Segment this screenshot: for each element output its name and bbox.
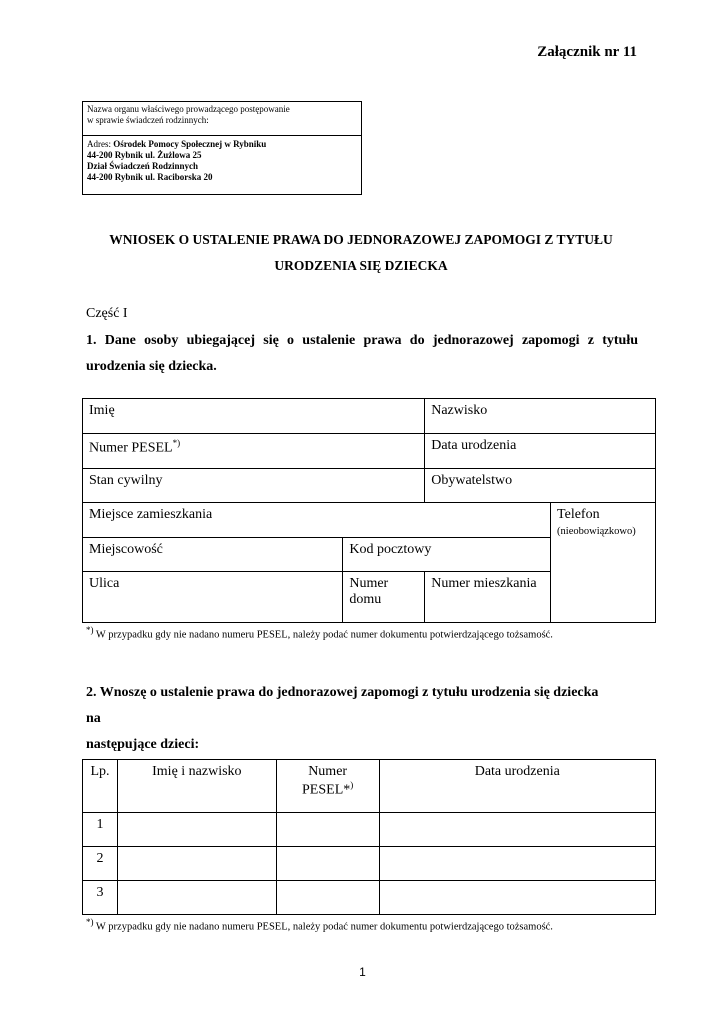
child-birth-date-cell[interactable] xyxy=(379,813,655,847)
address-line3: Dział Świadczeń Rodzinnych xyxy=(87,161,199,171)
section2-heading-line2: na xyxy=(86,711,101,726)
child-birth-date-cell[interactable] xyxy=(379,847,655,881)
phone-label: Telefon xyxy=(557,507,600,522)
birth-date-label: Data urodzenia xyxy=(431,438,517,453)
phone-optional-note: (nieobowiązkowo) xyxy=(557,526,636,537)
street-field[interactable] xyxy=(83,572,343,623)
citizenship-label: Obywatelstwo xyxy=(431,473,513,488)
flat-number-label: Numer mieszkania xyxy=(431,576,537,591)
col-lp-header xyxy=(83,760,118,813)
footnote-1-mark: *) xyxy=(86,625,94,635)
col-pesel-header xyxy=(276,760,379,813)
authority-box xyxy=(82,101,362,195)
first-name-field[interactable] xyxy=(83,399,425,434)
col-name-header xyxy=(117,760,276,813)
house-number-label-1: Numer xyxy=(349,576,389,591)
birth-date-field[interactable] xyxy=(425,434,656,469)
footnote-2-text: W przypadku gdy nie nadano numeru PESEL, należy podać numer dokumentu potwierdzającego tożsamość. xyxy=(93,921,553,933)
row-number: 2 xyxy=(83,847,118,881)
footnote-2-mark: *) xyxy=(86,917,94,927)
phone-field[interactable] xyxy=(551,503,656,623)
col-pesel-mark: ) xyxy=(350,780,354,790)
authority-label-line2: w sprawie świadczeń rodzinnych: xyxy=(87,115,209,125)
address-name: Ośrodek Pomocy Społecznej w Rybniku xyxy=(113,139,267,149)
child-pesel-cell[interactable] xyxy=(276,847,379,881)
surname-label: Nazwisko xyxy=(431,403,488,418)
form-title-line1: WNIOSEK O USTALENIE PRAWA DO JEDNORAZOWEJ ZAPOMOGI Z TYTUŁU xyxy=(109,232,613,247)
col-date-label: Data urodzenia xyxy=(474,764,560,779)
section2-heading-line3: następujące dzieci: xyxy=(86,737,200,752)
flat-number-field[interactable] xyxy=(425,572,551,623)
child-name-cell[interactable] xyxy=(117,813,276,847)
row-number: 1 xyxy=(83,813,118,847)
marital-status-field[interactable] xyxy=(83,469,425,503)
page-number: 1 xyxy=(359,965,366,979)
child-pesel-cell[interactable] xyxy=(276,881,379,915)
address-line2: 44-200 Rybnik ul. Żużlowa 25 xyxy=(87,150,202,160)
authority-address xyxy=(83,136,361,186)
citizenship-field[interactable] xyxy=(425,469,656,503)
col-lp-label: Lp. xyxy=(90,764,110,779)
authority-label xyxy=(83,102,361,136)
row-number: 3 xyxy=(83,881,118,915)
postal-code-field[interactable] xyxy=(343,538,551,572)
postal-code-label: Kod pocztowy xyxy=(349,542,432,557)
residence-header xyxy=(83,503,551,538)
annex-number: Załącznik nr 11 xyxy=(537,44,637,60)
locality-field[interactable] xyxy=(83,538,343,572)
street-label: Ulica xyxy=(89,576,120,591)
col-pesel-label-1: Numer xyxy=(308,764,348,779)
surname-field[interactable] xyxy=(425,399,656,434)
footnote-2 xyxy=(86,916,646,934)
child-name-cell[interactable] xyxy=(117,847,276,881)
address-line4: 44-200 Rybnik ul. Raciborska 20 xyxy=(87,172,213,182)
children-table xyxy=(82,759,656,915)
col-name-label: Imię i nazwisko xyxy=(152,764,242,779)
pesel-footnote-mark: *) xyxy=(172,438,181,448)
authority-label-line1: Nazwa organu właściwego prowadzącego postępowanie xyxy=(87,104,290,114)
locality-label: Miejscowość xyxy=(89,542,163,557)
child-name-cell[interactable] xyxy=(117,881,276,915)
footnote-1 xyxy=(86,624,646,642)
residence-label: Miejsce zamieszkania xyxy=(89,507,213,522)
child-pesel-cell[interactable] xyxy=(276,813,379,847)
col-date-header xyxy=(379,760,655,813)
pesel-label: Numer PESEL xyxy=(89,440,173,456)
section1-heading: 1. Dane osoby ubiegającej się o ustalenie prawa do jednorazowej zapomogi z tytułu urodzenia się dziecka. xyxy=(86,333,638,374)
form-title-line2: URODZENIA SIĘ DZIECKA xyxy=(274,258,448,273)
address-prefix: Adres: xyxy=(87,139,114,149)
applicant-data-table xyxy=(82,398,656,623)
marital-status-label: Stan cywilny xyxy=(89,473,163,488)
col-pesel-label-2: PESEL* xyxy=(302,782,351,798)
house-number-field[interactable] xyxy=(343,572,425,623)
footnote-1-text: W przypadku gdy nie nadano numeru PESEL, należy podać numer dokumentu potwierdzającego tożsamość. xyxy=(93,629,553,641)
pesel-field[interactable] xyxy=(83,434,425,469)
part-heading: Część I xyxy=(86,306,128,321)
child-birth-date-cell[interactable] xyxy=(379,881,655,915)
first-name-label: Imię xyxy=(89,403,115,418)
section2-heading-line1: 2. Wnoszę o ustalenie prawa do jednorazowej zapomogi z tytułu urodzenia się dziecka xyxy=(86,685,599,700)
house-number-label-2: domu xyxy=(349,592,382,607)
